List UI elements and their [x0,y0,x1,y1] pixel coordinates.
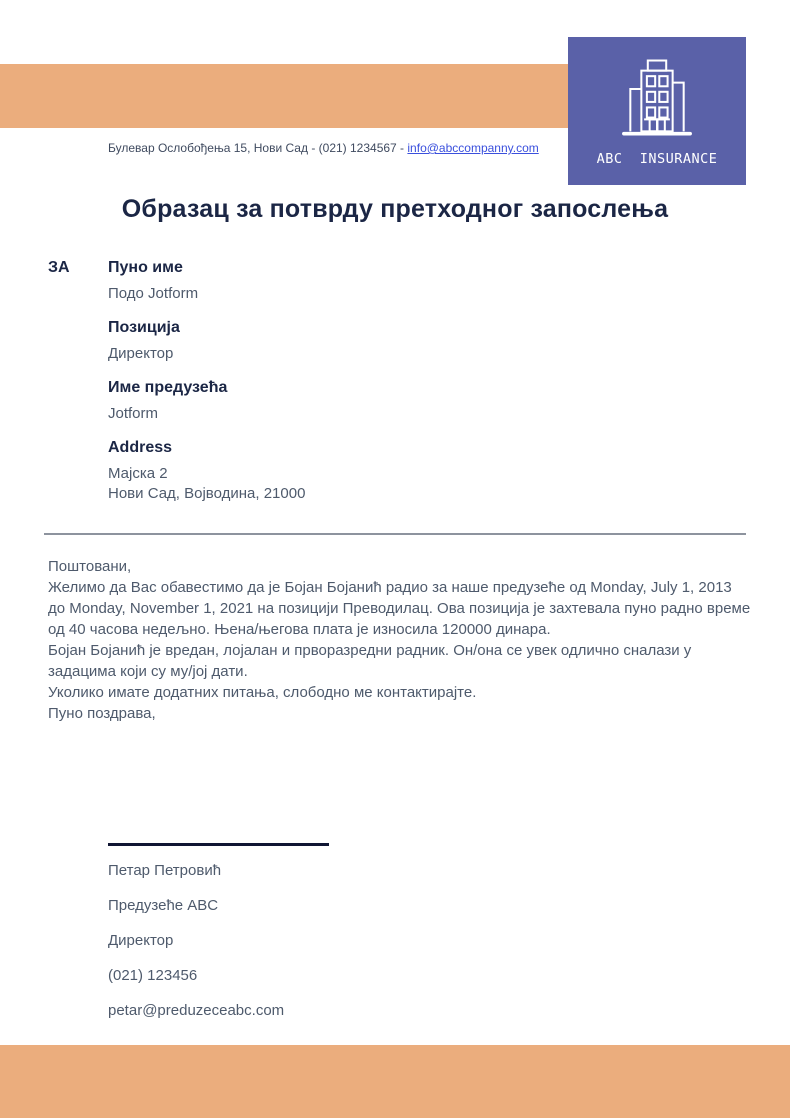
letter-salutation: Поштовани, [48,558,132,575]
letter-paragraph-employment: Желимо да Вас обавестимо да је Бојан Бојанић радио за наше предузеће од Monday, July 1, 2013 до Monday, November 1, 2021 на позицији Преводилац. Ова позиција је захтевала пуно радно време од 40 часова недељно. Њена/његова плата је износила 120000 динара. [48,579,751,638]
signer-title: Директор [108,932,174,949]
letter-paragraph-recommendation: Бојан Бојанић је вредан, лојалан и прворазредни радник. Он/она се увек одлично сналази у задацима који су му/јој дати. [48,642,692,680]
building-icon [611,55,703,147]
header-accent-band [0,64,568,128]
field-company-name [108,378,305,424]
recipient-section [48,258,305,518]
signer-name: Петар Петровић [108,862,222,879]
signature-block [108,843,329,1036]
field-address-line1: Мајска 2 [108,465,168,482]
field-full-name-label: Пуно име [108,259,183,276]
field-full-name-value: Подо Jotform [108,285,199,302]
company-address-phone: Булевар Ослобођења 15, Нови Сад - (021) 1234567 - [108,141,408,155]
letter-closing: Пуно поздрава, [48,705,156,722]
field-position-value: Директор [108,345,174,362]
field-position-label: Позиција [108,319,180,336]
field-company-name-label: Име предузећа [108,379,228,396]
recipient-fields [108,258,305,518]
section-divider [44,533,746,535]
page-title: Образац за потврду претходног запослења [121,195,669,223]
recipient-section-label: ЗА [48,259,70,276]
signer-phone: (021) 123456 [108,967,198,984]
field-position [108,318,305,364]
company-logo [568,37,746,185]
signature-line [108,843,329,846]
logo-text: ABC INSURANCE [596,151,718,167]
company-email-link[interactable]: info@abccompanny.com [407,141,539,155]
signer-email: petar@preduzeceabc.com [108,1002,285,1019]
signer-company: Предузеће ABC [108,897,219,914]
letter-paragraph-contact: Уколико имате додатних питања, слободно ме контактирајте. [48,684,477,701]
field-address-label: Address [108,439,173,456]
field-company-name-value: Jotform [108,405,159,422]
field-full-name [108,258,305,304]
field-address [108,438,305,504]
field-address-line2: Нови Сад, Војводина, 21000 [108,485,306,502]
footer-accent-band [0,1045,790,1118]
company-contact-line [108,141,539,155]
letter-body [48,556,753,724]
